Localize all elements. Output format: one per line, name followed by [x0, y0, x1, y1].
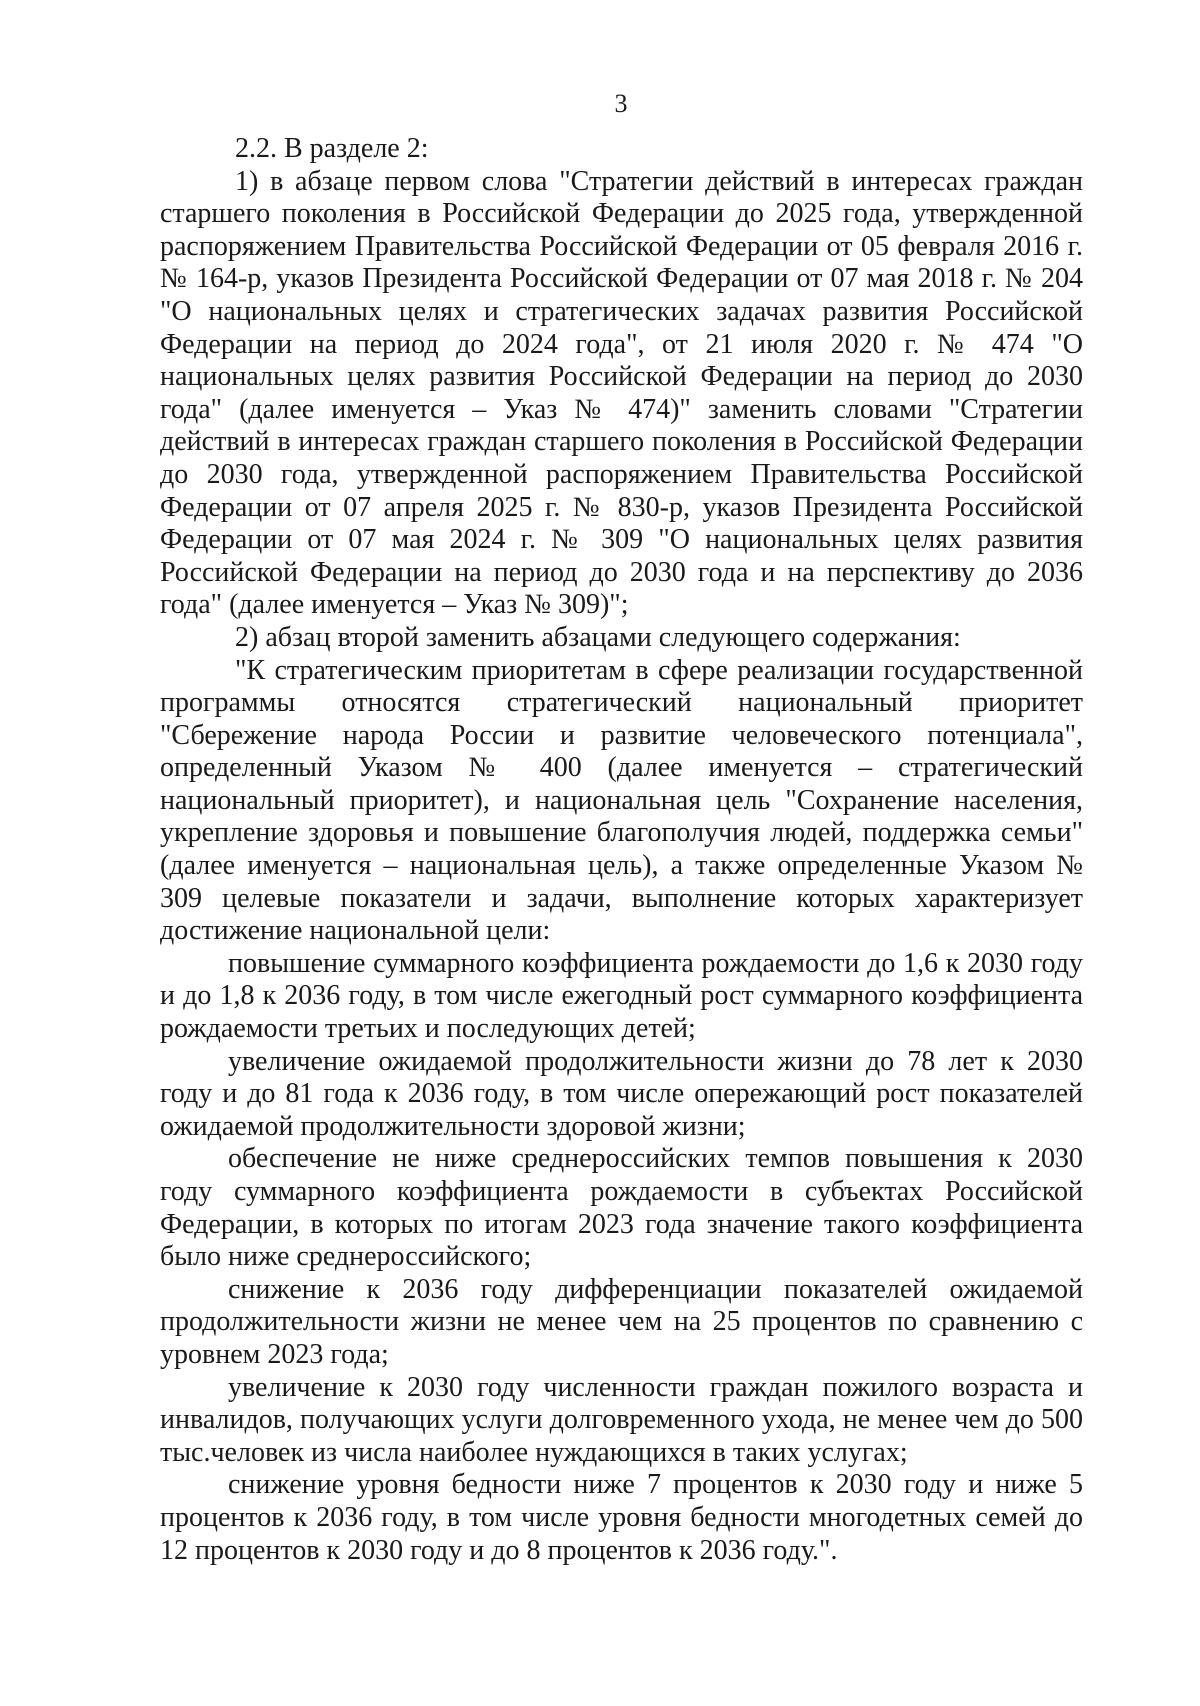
document-body — [160, 133, 1083, 1567]
paragraph-strategic-priorities: "К стратегическим приоритетам в сфере реализации государственной программы относятся стратегический национальный приоритет "Сбережение народа России и развитие человеческого потенциала", определенный Указом № 400 (далее именуется – стратегический национальный приоритет), и национальная цель "Сохранение населения, укрепление здоровья и повышение благополучия людей, поддержка семьи" (далее именуется – национальная цель), а также определенные Указом № 309 целевые показатели и задачи, выполнение которых характеризует достижение национальной цели: — [160, 654, 1083, 947]
paragraph-long-term-care: увеличение к 2030 году численности граждан пожилого возраста и инвалидов, получающих услуги долговременного ухода, не менее чем до 500 тыс.человек из числа наиболее нуждающихся в таких услугах; — [160, 1371, 1083, 1468]
page-number: 3 — [614, 89, 628, 118]
paragraph-life-expectancy-differentiation: снижение к 2036 году дифференциации показателей ожидаемой продолжительности жизни не менее чем на 25 процентов по сравнению с уровнем 2023 года; — [160, 1273, 1083, 1370]
paragraph-item-1: 1) в абзаце первом слова "Стратегии действий в интересах граждан старшего поколения в Российской Федерации до 2025 года, утвержденной распоряжением Правительства Российской Федерации от 05 февраля 2016 г. № 164-р, указов Президента Российской Федерации от 07 мая 2018 г. № 204 "О национальных целях и стратегических задачах развития Российской Федерации на период до 2024 года", от 21 июля 2020 г. № 474 "О национальных целях развития Российской Федерации на период до 2030 года" (далее именуется – Указ № 474)" заменить словами "Стратегии действий в интересах граждан старшего поколения в Российской Федерации до 2030 года, утвержденной распоряжением Правительства Российской Федерации от 07 апреля 2025 г. № 830-р, указов Президента Российской Федерации от 07 мая 2024 г. № 309 "О национальных целях развития Российской Федерации на период до 2030 года и на перспективу до 2036 года" (далее именуется – Указ № 309)"; — [160, 165, 1083, 621]
paragraph-poverty: снижение уровня бедности ниже 7 процентов к 2030 году и ниже 5 процентов к 2036 году, в том числе уровня бедности многодетных семей до 12 процентов к 2030 году и до 8 процентов к 2036 году.". — [160, 1469, 1083, 1566]
paragraph-birth-rate: повышение суммарного коэффициента рождаемости до 1,6 к 2030 году и до 1,8 к 2036 году, в том числе ежегодный рост суммарного коэффициента рождаемости третьих и последующих детей; — [160, 947, 1083, 1045]
paragraph-life-expectancy: увеличение ожидаемой продолжительности жизни до 78 лет к 2030 году и до 81 года к 2036 году, в том числе опережающий рост показателей ожидаемой продолжительности здоровой жизни; — [160, 1045, 1083, 1142]
paragraph-item-2: 2) абзац второй заменить абзацами следующего содержания: — [235, 621, 961, 653]
section-heading: 2.2. В разделе 2: — [235, 133, 429, 164]
paragraph-regional-birth-rate: обеспечение не ниже среднероссийских темпов повышения к 2030 году суммарного коэффициента рождаемости в субъектах Российской Федерации, в которых по итогам 2023 года значение такого коэффициента было ниже среднероссийского; — [160, 1143, 1083, 1273]
